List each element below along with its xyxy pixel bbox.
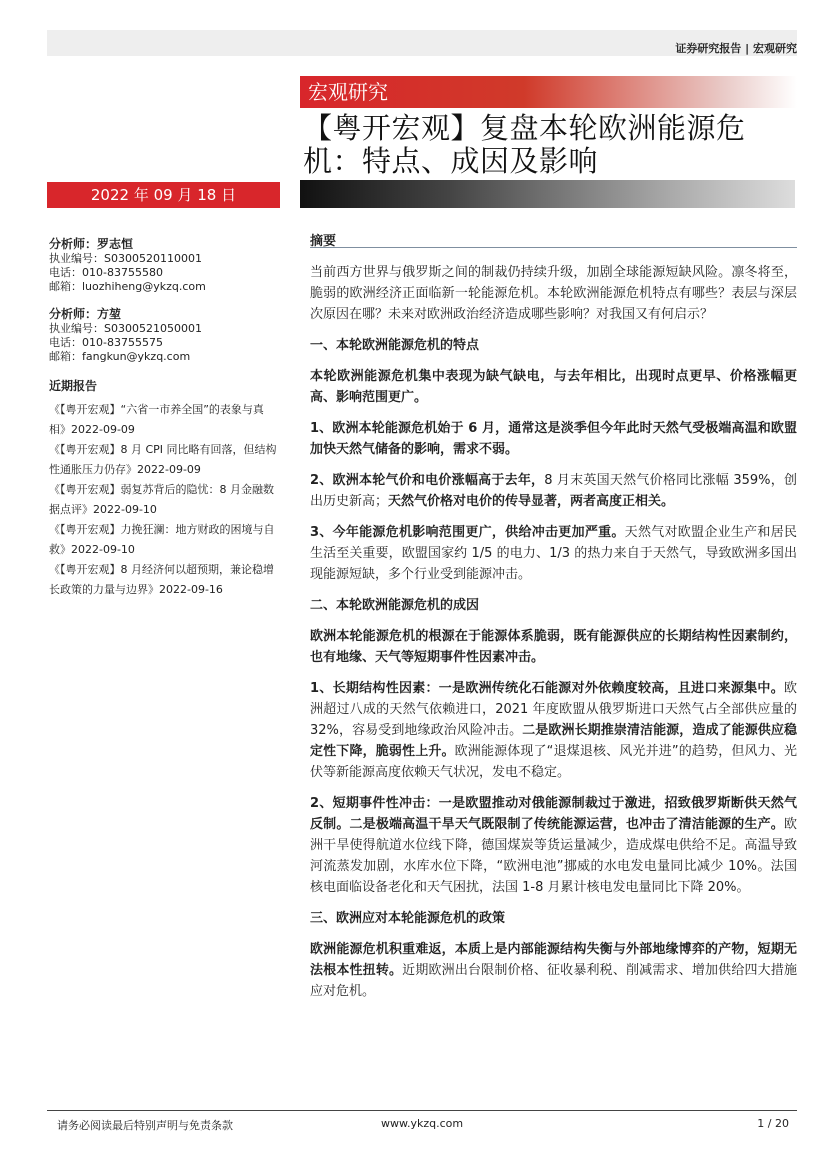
body-text: 8 月末英国天然气价格同比涨幅 359%，创出历史新高；: [310, 473, 798, 509]
analyst-license: 执业编号：S0300520110001: [49, 252, 202, 265]
recent-report-link[interactable]: 《【粤开宏观】8 月 CPI 同比略有回落，但结构性通胀压力仍存》2022-09-09: [49, 443, 277, 476]
report-date: 2022 年 09 月 18 日: [47, 182, 280, 208]
recent-reports-title: 近期报告: [49, 379, 98, 393]
bold-text: 1、欧洲本轮能源危机始于 6 月，通常这是淡季但今年此时天然气受极端高温和欧盟加快天然气储备的影响，需求不弱。: [310, 421, 797, 457]
abstract-heading: 摘要: [310, 230, 797, 248]
recent-report-link[interactable]: 《【粤开宏观】“六省一市养全国”的表象与真相》2022-09-09: [49, 403, 264, 436]
website-link[interactable]: www.ykzq.com: [381, 1117, 464, 1130]
body-text: 天然气对欧盟企业生产和居民生活至关重要，欧盟国家约 1/5 的电力、1/3 的热力来自于天然气，导致欧洲多国出现能源短缺，多个行业受到能源冲击。: [310, 525, 797, 582]
paragraph: [310, 793, 797, 898]
decorative-bar: [300, 180, 795, 208]
body-text: 欧洲超过八成的天然气依赖进口，2021 年度欧盟从俄罗斯进口天然气占全部供应量的 32%，容易受到地缘政治风险冲击。: [310, 681, 797, 738]
analyst-name: 分析师：罗志恒: [49, 237, 134, 251]
analyst-card: [49, 236, 279, 294]
bold-text: 2、短期事件性冲击：一是欧盟推动对俄能源制裁过于激进，招致俄罗斯断供天然气反制。二是极端高温干旱天气既限制了传统能源运营，也冲击了清洁能源的生产。: [310, 796, 797, 832]
bold-text: 本轮欧洲能源危机集中表现为缺气缺电，与去年相比，出现时点更早、价格涨幅更高、影响范围更广。: [310, 369, 797, 405]
paragraph: [310, 522, 797, 585]
body-text: 欧洲干旱使得航道水位线下降，德国煤炭等货运量减少，造成煤电供给不足。高温导致河流蒸发加剧，水库水位下降，“欧洲电池”挪威的水电发电量同比减少 10%。法国核电面临设备老化和天气困扰，法国 1-8 月累计核电发电量同比下降 20%。: [310, 817, 797, 895]
analyst-license: 执业编号：S0300521050001: [49, 322, 202, 335]
abstract-body: [310, 262, 797, 1012]
section-heading: 三、欧洲应对本轮能源危机的政策: [310, 911, 506, 926]
section-tag: [300, 76, 797, 108]
analyst-name: 分析师：方堃: [49, 307, 122, 321]
body-text: 欧洲能源体现了“退煤退核、风光并进”的趋势，但风力、光伏等新能源高度依赖天气状况，发电不稳定。: [310, 744, 797, 780]
page-number: 1 / 20: [757, 1117, 789, 1130]
analyst-email[interactable]: 邮箱：luozhiheng@ykzq.com: [49, 280, 206, 293]
recent-report-link[interactable]: 《【粤开宏观】弱复苏背后的隐忧：8 月金融数据点评》2022-09-10: [49, 483, 274, 516]
bold-text: 3、今年能源危机影响范围更广，供给冲击更加严重。: [310, 525, 625, 540]
section-heading: 一、本轮欧洲能源危机的特点: [310, 338, 480, 353]
paragraph: [310, 470, 797, 512]
bold-text: 二是欧洲长期推崇清洁能源，造成了能源供应稳定性下降，脆弱性上升。: [310, 723, 797, 759]
paragraph: [310, 678, 797, 783]
intro-paragraph: 当前西方世界与俄罗斯之间的制裁仍持续升级，加剧全球能源短缺风险。凛冬将至，脆弱的欧洲经济正面临新一轮能源危机。本轮欧洲能源危机特点有哪些？表层与深层次原因在哪？未来对欧洲政治经济造成哪些影响？对我国又有何启示？: [310, 265, 797, 322]
paragraph: [310, 626, 797, 668]
paragraph: [310, 418, 797, 460]
paragraph: [310, 366, 797, 408]
disclaimer-link[interactable]: 请务必阅读最后特别声明与免责条款: [57, 1119, 233, 1132]
bold-text: 天然气价格对电价的传导显著，两者高度正相关。: [388, 494, 675, 509]
footer-divider: [47, 1110, 797, 1111]
recent-report-link[interactable]: 《【粤开宏观】力挽狂澜：地方财政的困境与自救》2022-09-10: [49, 523, 275, 556]
analyst-card: [49, 306, 279, 364]
bold-text: 欧洲能源危机积重难返，本质上是内部能源结构失衡与外部地缘博弈的产物，短期无法根本性扭转。: [310, 942, 797, 978]
analyst-phone: 电话：010-83755575: [49, 336, 163, 349]
report-category: 证券研究报告 | 宏观研究: [675, 42, 797, 55]
analyst-phone: 电话：010-83755580: [49, 266, 163, 279]
analyst-email[interactable]: 邮箱：fangkun@ykzq.com: [49, 350, 191, 363]
report-title: 【粤开宏观】复盘本轮欧洲能源危机：特点、成因及影响: [303, 111, 746, 178]
sidebar: [49, 236, 279, 600]
section-heading: 二、本轮欧洲能源危机的成因: [310, 598, 480, 613]
bold-text: 1、长期结构性因素：一是欧洲传统化石能源对外依赖度较高，且进口来源集中。: [310, 681, 784, 696]
body-text: 近期欧洲出台限制价格、征收暴利税、削减需求、增加供给四大措施应对危机。: [310, 963, 797, 999]
bold-text: 欧洲本轮能源危机的根源在于能源体系脆弱，既有能源供应的长期结构性因素制约，也有地缘、天气等短期事件性因素冲击。: [310, 629, 797, 665]
recent-report-link[interactable]: 《【粤开宏观】8 月经济何以超预期，兼论稳增长政策的力量与边界》2022-09-16: [49, 563, 274, 596]
section-tag-label: 宏观研究: [308, 80, 388, 104]
paragraph: [310, 939, 797, 1002]
bold-text: 2、欧洲本轮气价和电价涨幅高于去年，: [310, 473, 545, 488]
